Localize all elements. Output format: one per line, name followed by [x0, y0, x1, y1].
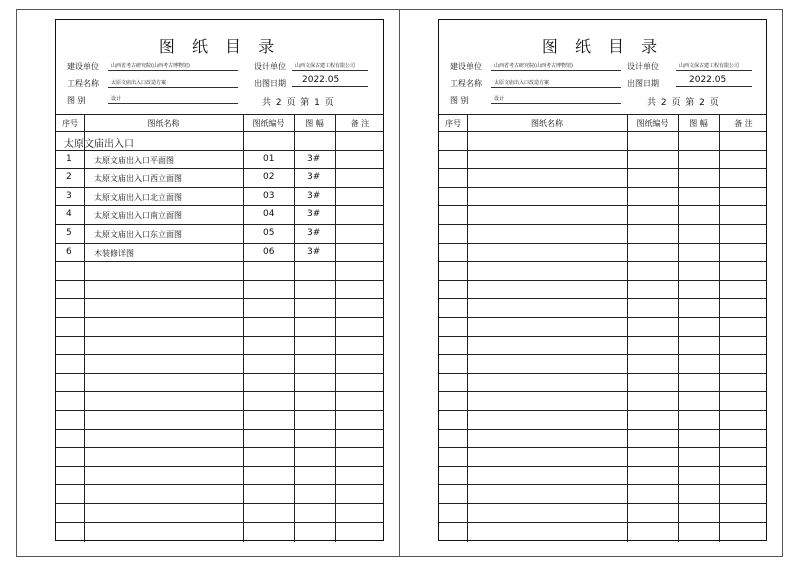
design-unit-label: 设计单位 [627, 62, 659, 71]
page-info: 共 2 页 第 2 页 [647, 98, 720, 108]
row-divider [439, 150, 766, 151]
design-unit-value: 山西文保古建工程有限公司 [295, 63, 356, 69]
row-drawing-name: 太原文庙出入口北立面图 [94, 192, 182, 202]
row-sheet-size: 3# [307, 209, 321, 220]
row-divider [56, 280, 383, 281]
column-divider [467, 114, 468, 542]
category-underline [491, 103, 621, 104]
row-number: 5 [66, 228, 72, 238]
row-divider [439, 503, 766, 504]
row-divider [56, 205, 383, 206]
row-drawing-name: 太原文庙出入口南立面图 [94, 211, 182, 221]
header-size: 图 幅 [689, 119, 708, 128]
row-drawing-code: 04 [263, 209, 275, 220]
date-label: 出图日期 [254, 79, 286, 88]
row-drawing-code: 01 [263, 153, 275, 164]
row-drawing-code: 05 [263, 228, 275, 238]
row-divider [56, 168, 383, 169]
row-drawing-code: 03 [263, 190, 275, 201]
date-underline [676, 86, 752, 87]
sheet-title: 图 纸 目 录 [541, 37, 664, 56]
column-divider [678, 114, 679, 542]
row-divider [439, 187, 766, 188]
row-divider [56, 261, 383, 262]
row-divider [439, 317, 766, 318]
row-divider [56, 354, 383, 355]
row-divider [56, 243, 383, 244]
row-divider [56, 447, 383, 448]
row-divider [439, 391, 766, 392]
row-divider [439, 205, 766, 206]
header-note: 备 注 [734, 119, 753, 128]
project-name-value: 太原文庙出入口改造方案 [111, 80, 167, 86]
design-unit-underline [292, 70, 368, 71]
date-underline [292, 86, 368, 87]
row-drawing-code: 02 [263, 172, 275, 183]
project-name-value: 太原文庙出入口改造方案 [494, 80, 550, 86]
row-sheet-size: 3# [307, 228, 321, 238]
build-unit-value: 山西省考古研究院(山西考古博物馆) [111, 63, 190, 69]
table-top-border [439, 114, 766, 115]
design-unit-label: 设计单位 [254, 62, 286, 71]
table-top-border [56, 114, 383, 115]
row-divider [439, 447, 766, 448]
row-divider [56, 410, 383, 411]
row-sheet-size: 3# [307, 190, 321, 201]
row-divider [439, 373, 766, 374]
row-divider [56, 336, 383, 337]
row-number: 3 [66, 190, 72, 201]
header-no: 序号 [62, 119, 78, 128]
project-name-label: 工程名称 [67, 79, 99, 88]
date-value: 2022.05 [689, 75, 727, 85]
row-drawing-name: 太原文庙出入口平面图 [94, 155, 174, 165]
category-value: 设计 [111, 96, 122, 102]
row-drawing-name: 太原文庙出入口东立面图 [94, 230, 182, 239]
build-unit-label: 建设单位 [67, 62, 99, 71]
header-no: 序号 [445, 119, 461, 128]
column-divider [84, 114, 85, 542]
row-divider [56, 298, 383, 299]
column-divider [243, 114, 244, 542]
row-divider [56, 484, 383, 485]
row-divider [56, 522, 383, 523]
row-drawing-name: 木装修详图 [94, 248, 134, 258]
row-divider [56, 317, 383, 318]
row-divider [439, 298, 766, 299]
category-label: 图 别 [67, 96, 86, 105]
row-divider [56, 187, 383, 188]
header-code: 图纸编号 [252, 119, 285, 128]
category-value: 设计 [494, 96, 505, 102]
row-divider [439, 429, 766, 430]
catalog-sheet-1 [55, 19, 384, 541]
build-unit-underline [491, 70, 621, 71]
date-label: 出图日期 [627, 79, 659, 88]
column-divider [335, 114, 336, 542]
build-unit-label: 建设单位 [450, 62, 482, 71]
header-code: 图纸编号 [636, 119, 669, 128]
row-divider [439, 336, 766, 337]
row-sheet-size: 3# [307, 153, 321, 164]
row-number: 6 [66, 246, 72, 257]
row-sheet-size: 3# [307, 246, 321, 257]
header-bottom-border [56, 131, 383, 132]
row-sheet-size: 3# [307, 172, 321, 183]
row-number: 4 [66, 209, 72, 220]
header-bottom-border [439, 131, 766, 132]
row-number: 2 [66, 172, 72, 183]
row-divider [56, 503, 383, 504]
row-number: 1 [66, 153, 72, 164]
row-drawing-name: 太原文庙出入口西立面图 [94, 174, 182, 184]
row-divider [56, 391, 383, 392]
column-divider [294, 114, 295, 542]
category-underline [108, 103, 238, 104]
sheet-title: 图 纸 目 录 [158, 37, 281, 56]
design-unit-underline [676, 70, 752, 71]
row-divider [439, 522, 766, 523]
row-divider [439, 466, 766, 467]
section-title: 太原文庙出入口 [64, 139, 134, 150]
project-name-label: 工程名称 [450, 79, 482, 88]
row-divider [439, 261, 766, 262]
row-divider [439, 280, 766, 281]
header-size: 图 幅 [305, 119, 324, 128]
row-divider [56, 373, 383, 374]
date-value: 2022.05 [302, 75, 340, 85]
column-divider [719, 114, 720, 542]
build-unit-value: 山西省考古研究院(山西考古博物馆) [494, 63, 573, 69]
project-name-underline [491, 87, 621, 88]
row-divider [439, 168, 766, 169]
header-note: 备 注 [350, 119, 370, 128]
row-divider [439, 224, 766, 225]
category-label: 图 别 [450, 96, 469, 105]
row-divider [56, 466, 383, 467]
row-divider [439, 410, 766, 411]
header-name: 图纸名称 [531, 119, 563, 128]
row-divider [56, 224, 383, 225]
project-name-underline [108, 87, 238, 88]
page-info: 共 2 页 第 1 页 [262, 98, 335, 108]
row-drawing-code: 06 [263, 246, 275, 257]
row-divider [439, 484, 766, 485]
row-divider [439, 243, 766, 244]
sheet-divider [399, 9, 400, 557]
column-divider [627, 114, 628, 542]
row-divider [56, 429, 383, 430]
header-name: 图纸名称 [147, 119, 180, 128]
catalog-sheet-2 [438, 19, 767, 541]
design-unit-value: 山西文保古建工程有限公司 [679, 63, 740, 69]
build-unit-underline [108, 70, 238, 71]
row-divider [439, 354, 766, 355]
